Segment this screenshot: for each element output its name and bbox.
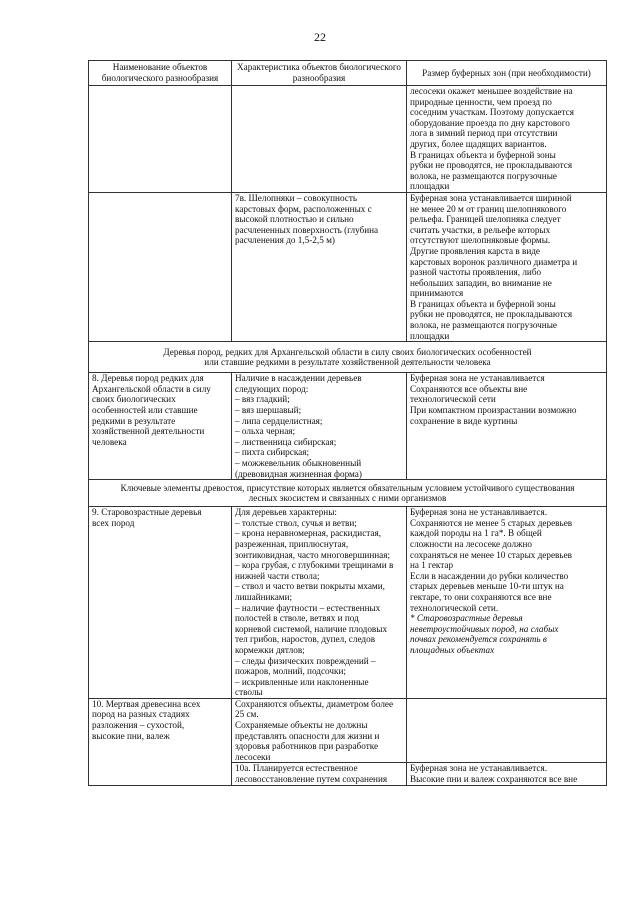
text-line: Высокие пни и валеж сохраняются все вне: [410, 774, 578, 785]
text-line: человека: [92, 436, 127, 447]
text-line: рубки не проводятся, не прокладываются: [410, 160, 573, 171]
text-line: Сохраняются все объекты вне: [410, 383, 528, 394]
text-line: В границах объекта и буферной зоны: [410, 298, 556, 309]
text-line: площадных объектах: [410, 644, 495, 655]
text-line: В границах объекта и буферной зоны: [410, 149, 556, 160]
text-line: пород на разных стадиях: [92, 709, 190, 720]
text-line: технологической сети: [410, 394, 496, 405]
text-line: площадки: [410, 330, 450, 341]
text-line: других, более щадящих вариантов.: [410, 138, 547, 149]
text-line: корневой системой, наличие плодовых: [235, 623, 388, 634]
text-line: высокие пни, валеж: [92, 730, 170, 741]
text-line: – липа сердцелистная;: [235, 415, 323, 426]
text-line: представлять опасности для жизни и: [235, 730, 380, 741]
cell-buffer-text: [407, 192, 607, 341]
text-line: неветроустойчивых пород, на слабых: [410, 623, 559, 634]
text-line: – крона неравномерная, раскидистая,: [235, 528, 381, 539]
text-line: Сохраняемые объекты не должны: [235, 720, 368, 731]
text-line: соседним участкам. Поэтому допускается: [410, 107, 574, 118]
text-line: здоровья работников при разработке: [235, 741, 379, 752]
text-line: Наличие в насаждении деревьев: [235, 373, 362, 384]
text-line: полостей в стволе, ветвях и под: [235, 613, 359, 624]
buffer-footnote: [410, 613, 603, 655]
text-line: лесовосстановление путем сохранения: [235, 774, 388, 785]
table-row: [89, 86, 607, 193]
cell-buffer-text: [407, 373, 607, 480]
text-line: разной частоты проявления, либо: [410, 267, 542, 278]
cell-empty: [232, 86, 407, 193]
text-line: 7в. Шелопняки – совокупность: [235, 192, 358, 203]
text-line: зонтиковидная, часто многовершинная;: [235, 549, 391, 560]
text-line: 10а. Планируется естественное: [235, 763, 358, 774]
text-line: технологической сети.: [410, 602, 499, 613]
cell-characteristic-text: [232, 763, 407, 785]
cell-object-name: [89, 373, 232, 480]
text-line: кормежки дятлов;: [235, 644, 305, 655]
section-row: [89, 480, 607, 507]
cell-empty: [407, 698, 607, 763]
text-line: волока, не размещаются погрузочные: [410, 320, 557, 331]
text-line: сохраняться не менее 10 старых деревьев: [410, 549, 573, 560]
text-line: природные ценности, чем проезд по: [410, 96, 552, 107]
cell-object-name: [89, 698, 232, 785]
text-line: – искривленные или наклоненные: [235, 676, 369, 687]
text-line: (древовидная жизненная форма): [235, 468, 362, 479]
text-line: * Старовозрастные деревья: [410, 613, 523, 624]
text-line: – следы физических повреждений –: [235, 655, 376, 666]
text-line: площадки: [410, 181, 450, 192]
text-line: Сохраняются не менее 5 старых деревьев: [410, 517, 573, 528]
text-line: рельефа. Границей шелопняка следует: [410, 214, 561, 225]
text-line: на 1 гектар: [410, 560, 454, 571]
header-characteristics: Характеристика объектов биологического разнообразия: [232, 61, 407, 86]
text-line: – ольха черная;: [235, 426, 296, 437]
biodiversity-table: [88, 60, 607, 786]
cell-characteristic-text: [232, 698, 407, 763]
text-line: 8. Деревья пород редких для: [92, 373, 204, 384]
text-line: хозяйственной деятельности: [92, 426, 205, 437]
text-line: гектаре, то они сохраняются все вне: [410, 591, 552, 602]
text-line: следующих пород:: [235, 383, 309, 394]
table-row: [89, 507, 607, 699]
text-line: – вяз гладкий;: [235, 394, 290, 405]
text-line: принимаются: [410, 288, 464, 299]
text-line: сложности на лесосеке должно: [410, 538, 532, 549]
table-row: [89, 698, 607, 763]
header-object-name: Наименование объектов биологического разнообразия: [89, 61, 232, 86]
text-line: – вяз шершавый;: [235, 405, 302, 416]
text-line: При компактном произрастании возможно: [410, 405, 577, 416]
text-line: почвах рекомендуется сохранять в: [410, 634, 547, 645]
text-line: – толстые ствол, сучья и ветви;: [235, 517, 357, 528]
table-header-row: [89, 61, 607, 86]
text-line: Если в насаждении до рубки количество: [410, 570, 569, 581]
text-line: расчленения до 1,5-2,5 м): [235, 235, 335, 246]
text-line: 10. Мертвая древесина всех: [92, 698, 201, 709]
text-line: – пихта сибирская;: [235, 447, 310, 458]
text-line: – наличие фаутности – естественных: [235, 602, 381, 613]
text-line: лишайниками;: [235, 591, 293, 602]
text-line: редкими в результате: [92, 415, 176, 426]
text-line: Буферная зона устанавливается шириной: [410, 192, 572, 203]
text-line: – кора грубая, с глубокими трещинами в: [235, 560, 394, 571]
cell-buffer-text: [407, 507, 607, 699]
text-line: Ключевые элементы древостоя, присутствие которых является обязательным условием устойчивого существования: [120, 482, 575, 493]
text-line: нижней части ствола;: [235, 570, 320, 581]
text-line: – можжевельник обыкновенный: [235, 458, 362, 468]
cell-buffer-text: [407, 86, 607, 193]
text-line: лога в зимний период при отсутствии: [410, 128, 558, 139]
text-line: своих биологических: [92, 394, 176, 405]
text-line: не менее 20 м от границ шелопнякового: [410, 203, 567, 214]
cell-characteristic-text: [232, 373, 407, 480]
cell-empty: [89, 86, 232, 193]
text-line: тел грибов, наростов, дупел, следов: [235, 634, 376, 645]
text-line: высокой плотностью и сильно: [235, 214, 354, 225]
text-line: разложения – сухостой,: [92, 720, 185, 731]
table-row: [89, 373, 607, 480]
text-line: небольших западин, во внимание не: [410, 277, 552, 288]
text-line: лесосеки окажет меньшее воздействие на: [410, 86, 573, 96]
cell-empty: [89, 192, 232, 341]
text-line: пожаров, молний, подсочки;: [235, 666, 346, 677]
cell-characteristic-text: [232, 192, 407, 341]
page-number: 22: [314, 30, 326, 44]
text-line: – лиственница сибирская;: [235, 436, 337, 447]
text-line: – ствол и часто ветви покрыты мхами,: [235, 581, 385, 592]
text-line: особенностей или ставшие: [92, 405, 198, 416]
text-line: рубки не проводятся, не прокладываются: [410, 309, 573, 320]
buffer-text-main: [410, 507, 603, 613]
text-line: 9. Старовозрастные деревья: [92, 507, 202, 518]
cell-object-name: [89, 507, 232, 699]
section-row: [89, 342, 607, 373]
text-line: оборудование проезда по дну карстового: [410, 117, 570, 128]
text-line: 25 см.: [235, 709, 259, 720]
text-line: карстовых форм, расположенных с: [235, 203, 372, 214]
text-line: всех пород: [92, 517, 135, 528]
section-title-key-elements: [89, 480, 607, 507]
text-line: карстовых воронок различного диаметра и: [410, 256, 578, 267]
text-line: отсутствуют шелопняковые формы.: [410, 235, 551, 246]
text-line: каждой породы на 1 га*. В общей: [410, 528, 542, 539]
text-line: волока, не размещаются погрузочные: [410, 170, 557, 181]
section-title-rare-trees: [89, 342, 607, 373]
header-buffer-size: Размер буферных зон (при необходимости): [407, 61, 607, 86]
text-line: Буферная зона не устанавливается.: [410, 763, 547, 774]
cell-characteristic-text: [232, 507, 407, 699]
text-line: Буферная зона не устанавливается.: [410, 507, 547, 518]
table-row: [89, 192, 607, 341]
text-line: Для деревьев характерны:: [235, 507, 337, 518]
text-line: Другие проявления карста в виде: [410, 245, 541, 256]
text-line: разреженная, приплюснутая,: [235, 538, 349, 549]
text-line: Буферная зона не устанавливается: [410, 373, 545, 384]
text-line: старых деревьев меньше 10-ти штук на: [410, 581, 564, 592]
text-line: Сохраняются объекты, диаметром более: [235, 698, 394, 709]
text-line: Архангельской области в силу: [92, 383, 211, 394]
text-line: расчлененных поверхность (глубина: [235, 224, 379, 235]
text-line: стволы: [235, 687, 263, 698]
text-line: лесосеки: [235, 751, 271, 762]
cell-buffer-text: [407, 763, 607, 785]
text-line: сохранение в виде куртины: [410, 415, 518, 426]
text-line: или ставшие редкими в результате хозяйственной деятельности человека: [204, 357, 491, 368]
text-line: считать участки, в рельефе которых: [410, 224, 551, 235]
text-line: Деревья пород, редких для Архангельской области в силу своих биологических особенностей: [163, 346, 532, 357]
text-line: лесных экосистем и связанных с ними организмов: [248, 493, 447, 504]
